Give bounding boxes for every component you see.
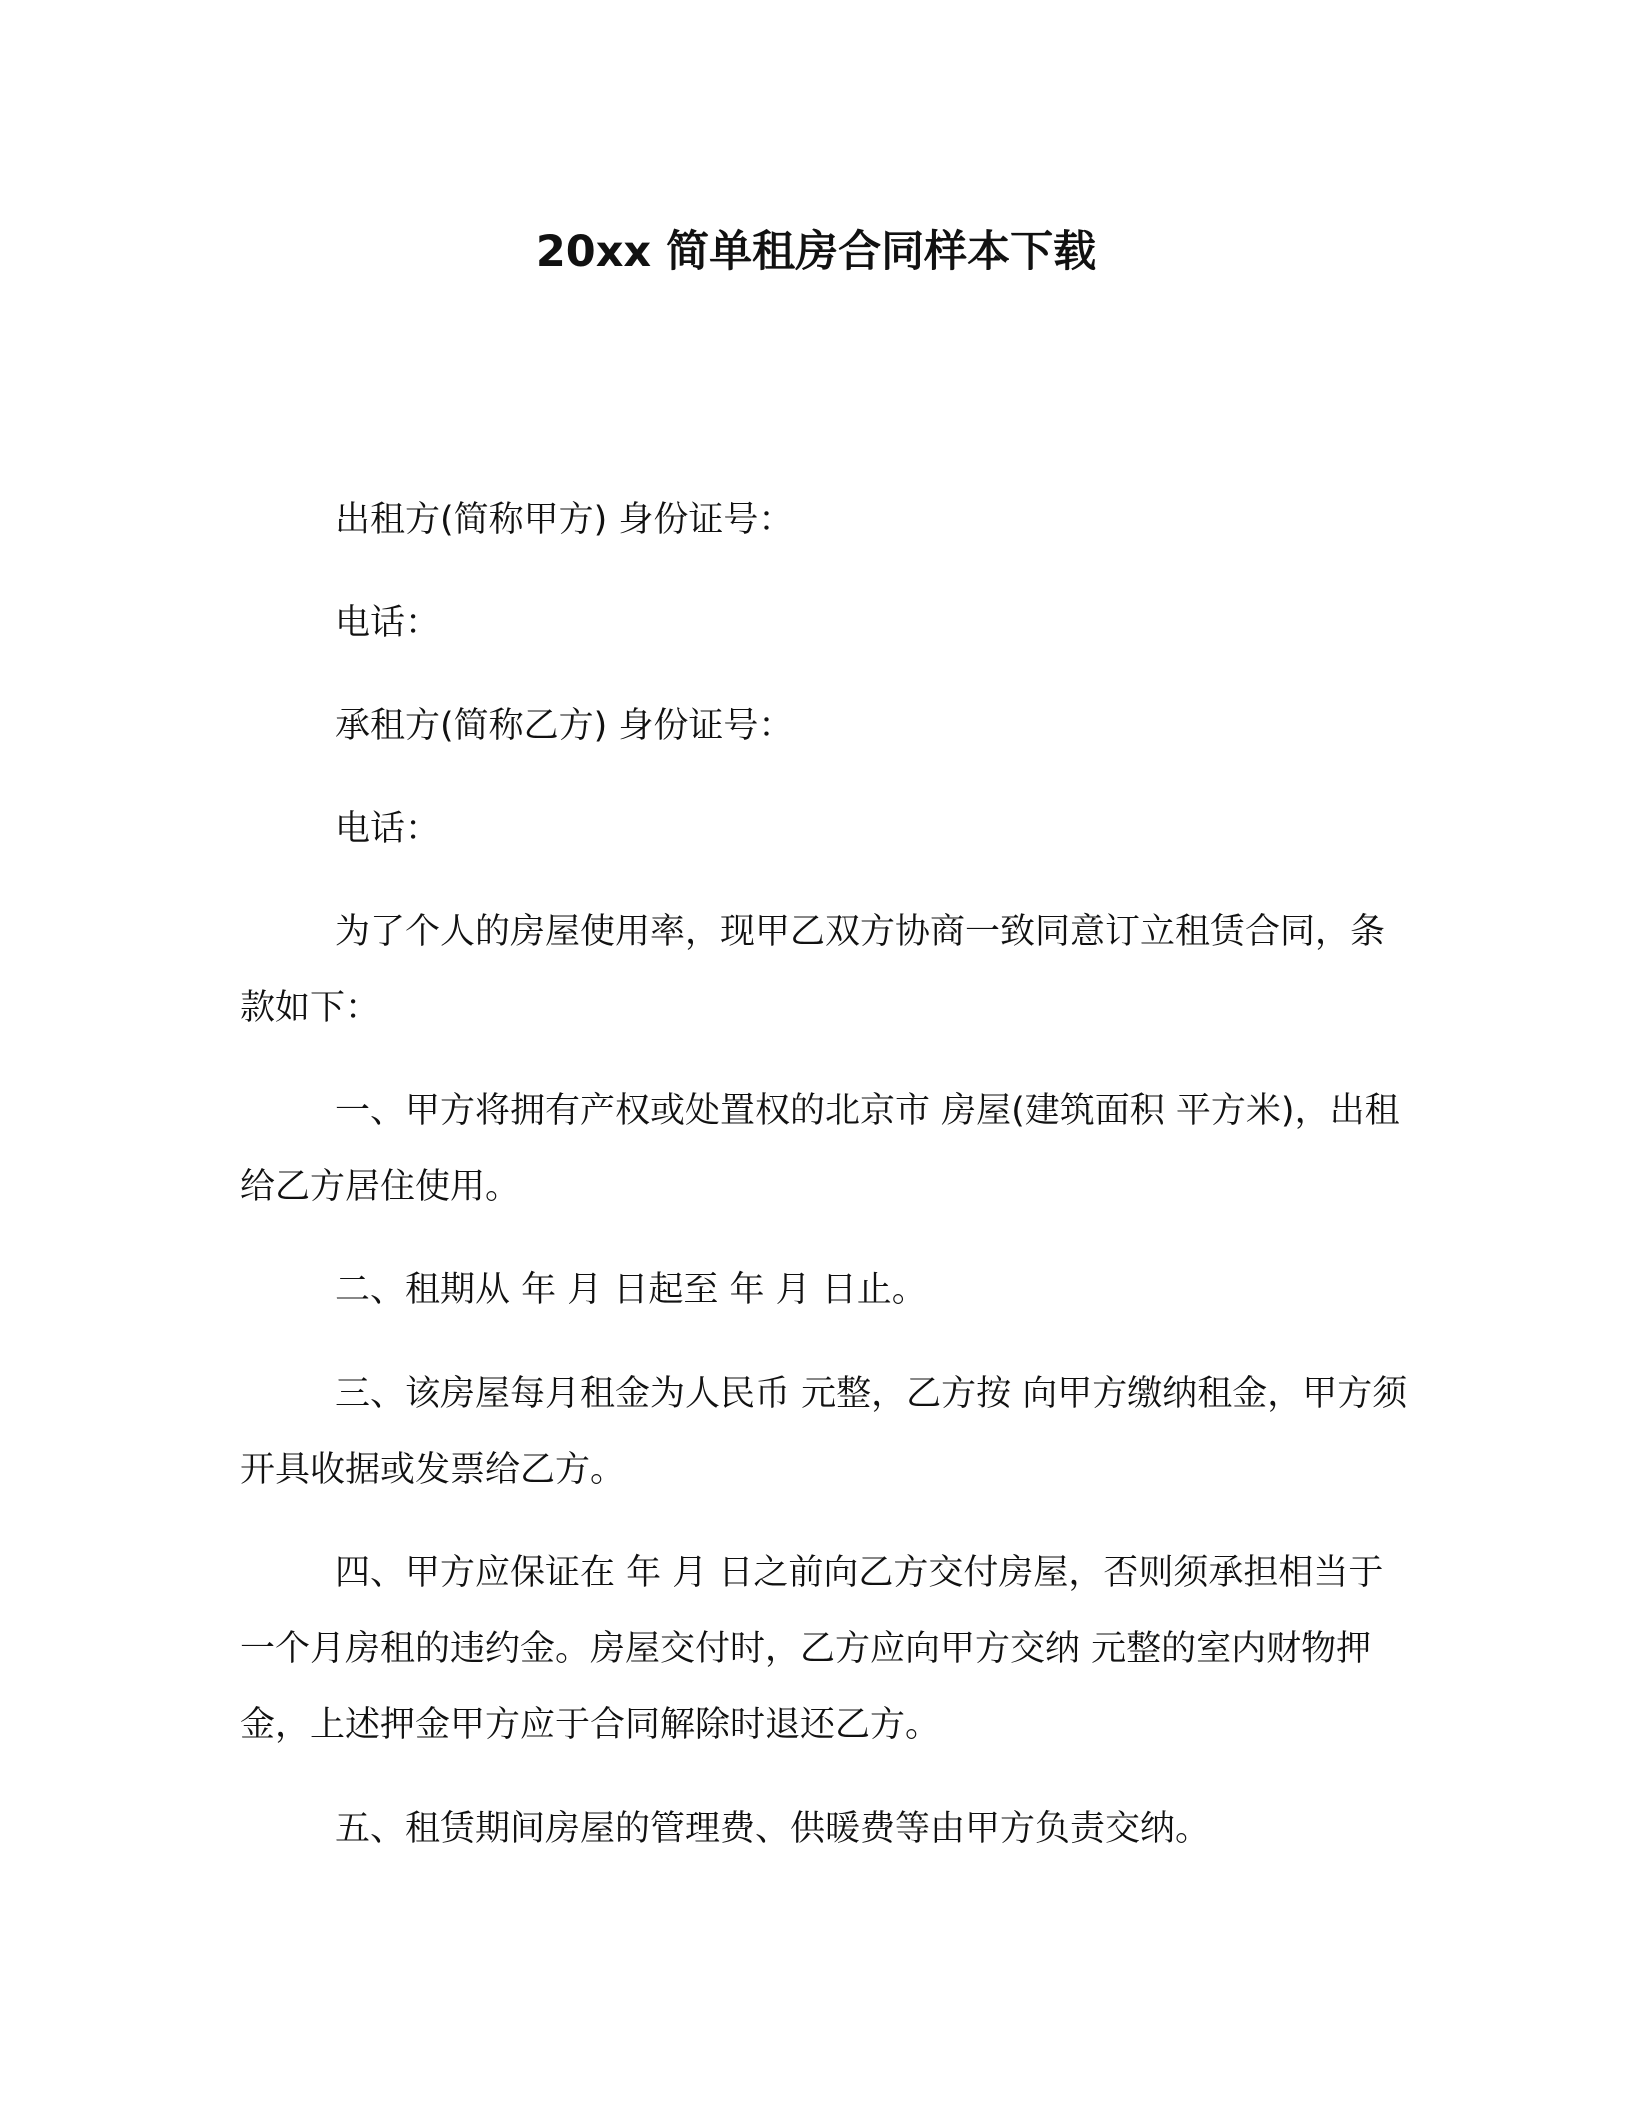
clause-3: 三、该房屋每月租金为人民币 元整，乙方按 向甲方缴纳租金，甲方须开具收据或发票给乙方。: [240, 1374, 1408, 1490]
clause-1: 一、甲方将拥有产权或处置权的北京市 房屋(建筑面积 平方米)，出租给乙方居住使用。: [240, 1091, 1400, 1207]
lessor-phone-field: 电话：: [335, 603, 441, 643]
lessor-id-field: 出租方(简称甲方) 身份证号：: [335, 500, 794, 540]
clause-2: 二、租期从 年 月 日起至 年 月 日止。: [335, 1270, 927, 1310]
intro-paragraph: 为了个人的房屋使用率，现甲乙双方协商一致同意订立租赁合同，条款如下：: [240, 912, 1386, 1028]
lessee-phone-field: 电话：: [335, 809, 441, 849]
lessee-id-field: 承租方(简称乙方) 身份证号：: [335, 706, 794, 746]
clause-4: 四、甲方应保证在 年 月 日之前向乙方交付房屋，否则须承担相当于一个月房租的违约金。房屋交付时，乙方应向甲方交纳 元整的室内财物押金，上述押金甲方应于合同解除时退还乙方。: [240, 1553, 1384, 1745]
clause-5: 五、租赁期间房屋的管理费、供暖费等由甲方负责交纳。: [335, 1809, 1211, 1849]
document-title: 20xx 简单租房合同样本下载: [535, 227, 1097, 277]
